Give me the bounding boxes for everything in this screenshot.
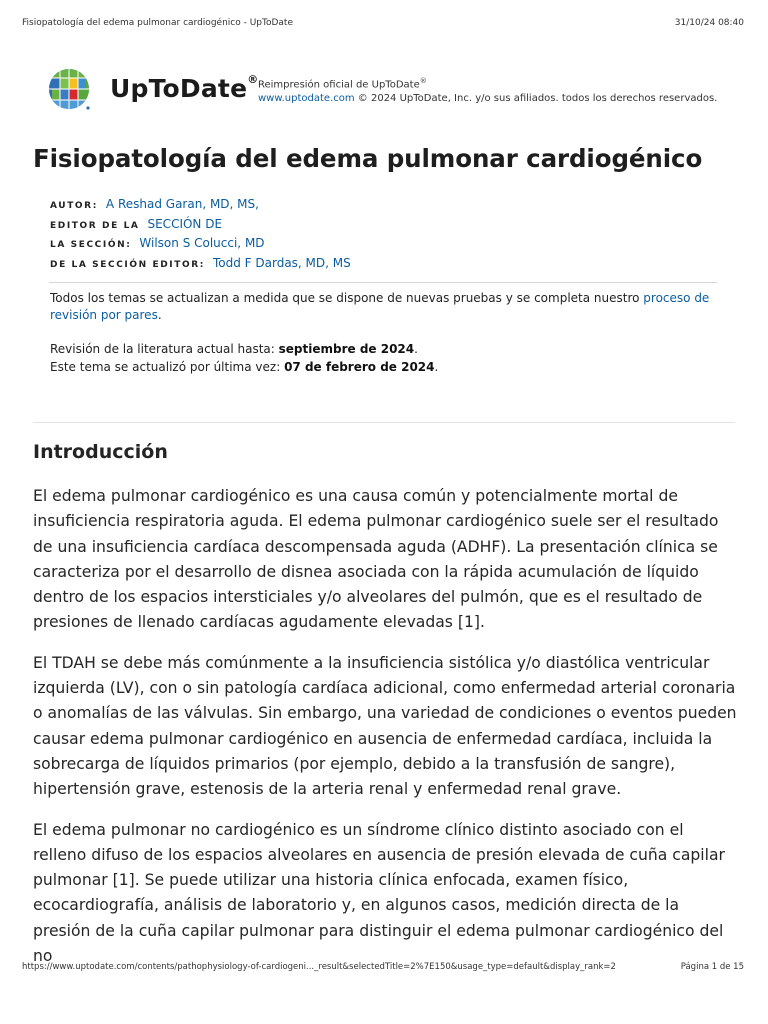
uptodate-logo-icon: [48, 68, 92, 112]
last-updated-date: 07 de febrero de 2024: [284, 360, 435, 374]
print-header: [22, 18, 744, 28]
author-role: LA SECCIÓN:: [50, 240, 132, 250]
author-role: DE LA SECCIÓN EDITOR:: [50, 259, 205, 270]
author-list: [50, 196, 351, 274]
print-header-title: Fisiopatología del edema pulmonar cardiogénico - UpToDate: [22, 18, 293, 28]
uptodate-logo[interactable]: [48, 68, 258, 112]
page-title: Fisiopatología del edema pulmonar cardiogénico: [33, 144, 703, 173]
peer-review-link[interactable]: proceso de revisión por pares: [50, 291, 710, 322]
literature-review-date: septiembre de 2024: [278, 342, 415, 356]
divider: [33, 422, 735, 423]
author-role: EDITOR DE LA: [50, 220, 140, 231]
review-dates: Revisión de la literatura actual hasta: septiembre de 2024. Este tema se actualizó por última vez: 07 de febrero de 2024.: [50, 342, 439, 374]
copyright-text: © 2024 UpToDate, Inc. y/o sus afiliados. todos los derechos reservados.: [354, 93, 718, 105]
update-notice-text: Todos los temas se actualizan a medida que se dispone de nuevas pruebas y se completa nuestro: [50, 291, 644, 305]
reprint-trademark: ®: [419, 77, 427, 85]
author-link[interactable]: Wilson S Colucci, MD: [139, 236, 265, 250]
page-number: Página 1 de 15: [680, 962, 744, 972]
author-row: [50, 255, 351, 275]
print-footer: [22, 962, 744, 972]
paragraph: El edema pulmonar no cardiogénico es un síndrome clínico distinto asociado con el relleno difuso de los espacios alveolares en ausencia de presión elevada de cuña capilar pulmonar [1]. Se puede utilizar una historia clínica enfocada, examen físico, ecocardiografía, análisis de laboratorio y, en algunos casos, medición directa de la presión de la cuña capilar pulmonar para distinguir el edema pulmonar cardiogénico del no: [33, 820, 725, 966]
reprint-notice: [258, 74, 717, 106]
section-body: [33, 484, 741, 984]
author-row: [50, 216, 351, 236]
author-row: [50, 235, 351, 255]
divider: [49, 282, 717, 283]
paragraph: El TDAH se debe más comúnmente a la insuficiencia sistólica y/o diastólica ventricular izquierda (LV), con o sin patología cardíaca adicional, como enfermedad arterial coronaria o anomalías de las válvulas. Sin embargo, una variedad de condiciones o eventos pueden causar edema pulmonar cardiogénico en ausencia de enfermedad cardíaca, incluida la sobrecarga de líquidos primarios (por ejemplo, debido a la transfusión de sangre), hipertensión grave, estenosis de la arteria renal y enfermedad renal grave.: [33, 653, 737, 799]
brand-name: UpToDate®: [110, 73, 259, 103]
uptodate-link[interactable]: www.uptodate.com: [258, 93, 355, 105]
author-row: [50, 196, 351, 216]
literature-review-label: Revisión de la literatura actual hasta:: [50, 342, 279, 356]
reprint-line: Reimpresión oficial de UpToDate: [258, 79, 420, 91]
author-role: AUTOR:: [50, 201, 98, 211]
section-heading: Introducción: [33, 441, 168, 463]
print-footer-url: https://www.uptodate.com/contents/pathophysiology-of-cardiogeni..._result&selectedTitle=2%7E150&usage_type=default&display_rank=2: [22, 962, 616, 972]
last-updated-label: Este tema se actualizó por última vez:: [50, 360, 285, 374]
author-link[interactable]: Todd F Dardas, MD, MS: [212, 255, 351, 270]
author-link[interactable]: SECCIÓN DE: [147, 216, 223, 231]
print-header-datetime: 31/10/24 08:40: [674, 18, 744, 28]
author-link[interactable]: A Reshad Garan, MD, MS,: [105, 197, 259, 211]
update-notice: Todos los temas se actualizan a medida que se dispone de nuevas pruebas y se completa nuestro proceso de revisión por pares.: [50, 291, 710, 322]
paragraph: El edema pulmonar cardiogénico es una causa común y potencialmente mortal de insuficiencia respiratoria aguda. El edema pulmonar cardiogénico suele ser el resultado de una insuficiencia cardíaca descompensada aguda (ADHF). La presentación clínica se caracteriza por el desarrollo de disnea asociada con la rápida acumulación de líquido dentro de los espacios intersticiales y/o alveolares del pulmón, que es el resultado de presiones de llenado cardíacas agudamente elevadas [1].: [33, 487, 719, 632]
brand-trademark: ®: [247, 73, 259, 87]
